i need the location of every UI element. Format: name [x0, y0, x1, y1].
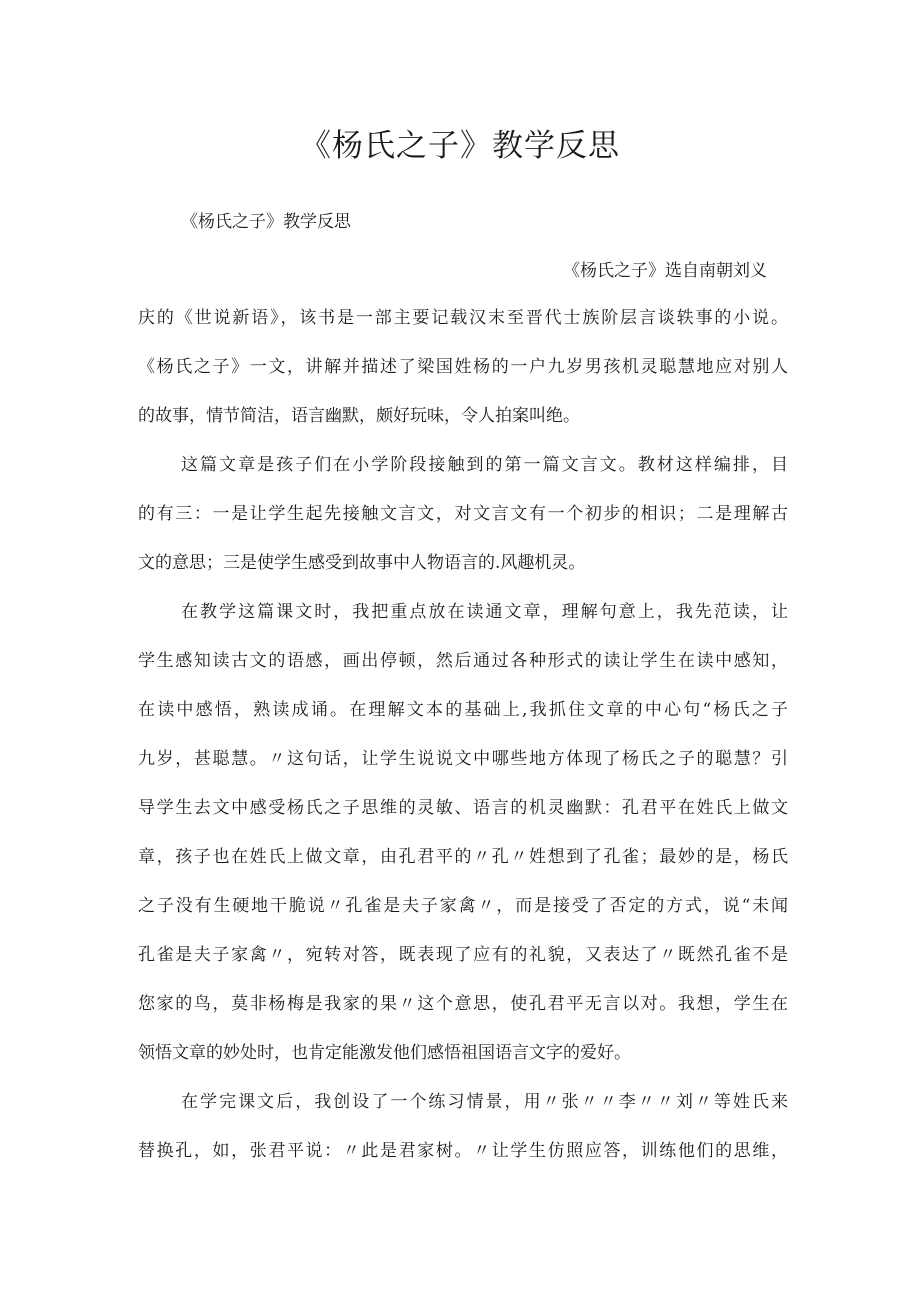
text-line: 的有三：一是让学生起先接触文言文，对文言文有一个初步的相识；二是理解古: [138, 504, 788, 524]
text-line: 领悟文章的妙处时，也肯定能激发他们感悟祖国语言文字的爱好。: [138, 1043, 631, 1063]
text-line: 孔雀是夫子家禽〃，宛转对答，既表现了应有的礼貌，又表达了〃既然孔雀不是: [138, 945, 788, 965]
text-line: 章，孩子也在姓氏上做文章，由孔君平的〃孔〃姓想到了孔雀；最妙的是，杨氏: [138, 847, 788, 867]
text-line: 这篇文章是孩子们在小学阶段接触到的第一篇文言文。教材这样编排，目: [181, 455, 788, 475]
text-line: 文的意思；三是使学生感受到故事中人物语言的.风趣机灵。: [138, 553, 586, 573]
text-line: 在教学这篇课文时，我把重点放在读通文章，理解句意上，我先范读，让: [181, 602, 788, 622]
text-line: 的故事，情节简洁，语言幽默，颇好玩味，令人拍案叫绝。: [138, 406, 580, 426]
text-line: 您家的鸟，莫非杨梅是我家的果〃这个意思，使孔君平无言以对。我想，学生在: [138, 994, 788, 1014]
text-line: 《杨氏之子》一文，讲解并描述了梁国姓杨的一户九岁男孩机灵聪慧地应对别人: [138, 357, 788, 377]
text-line: 替换孔，如，张君平说：〃此是君家树。〃让学生仿照应答，训练他们的思维，: [138, 1141, 788, 1161]
text-line: 九岁，甚聪慧。〃这句话，让学生说说文中哪些地方体现了杨氏之子的聪慧？引: [138, 749, 788, 769]
text-line: 在读中感悟，熟读成诵。在理解文本的基础上,我抓住文章的中心句“杨氏之子: [138, 700, 788, 720]
text-line: 在学完课文后，我创设了一个练习情景，用〃张〃〃李〃〃刘〃等姓氏来: [181, 1092, 788, 1112]
text-line: 庆的《世说新语》，该书是一部主要记载汉末至晋代士族阶层言谈轶事的小说。: [138, 308, 788, 328]
intro-line-right: 《杨氏之子》选自南朝刘义: [563, 261, 767, 281]
document-title: 《杨氏之子》教学反思: [300, 128, 620, 164]
text-line: 之子没有生硬地干脆说〃孔雀是夫子家禽〃，而是接受了否定的方式，说“未闻: [138, 896, 788, 916]
text-line: 导学生去文中感受杨氏之子思维的灵敏、语言的机灵幽默：孔君平在姓氏上做文: [138, 798, 788, 818]
document-subtitle: 《杨氏之子》教学反思: [181, 212, 351, 232]
text-line: 学生感知读古文的语感，画出停顿，然后通过各种形式的读让学生在读中感知，: [138, 651, 788, 671]
